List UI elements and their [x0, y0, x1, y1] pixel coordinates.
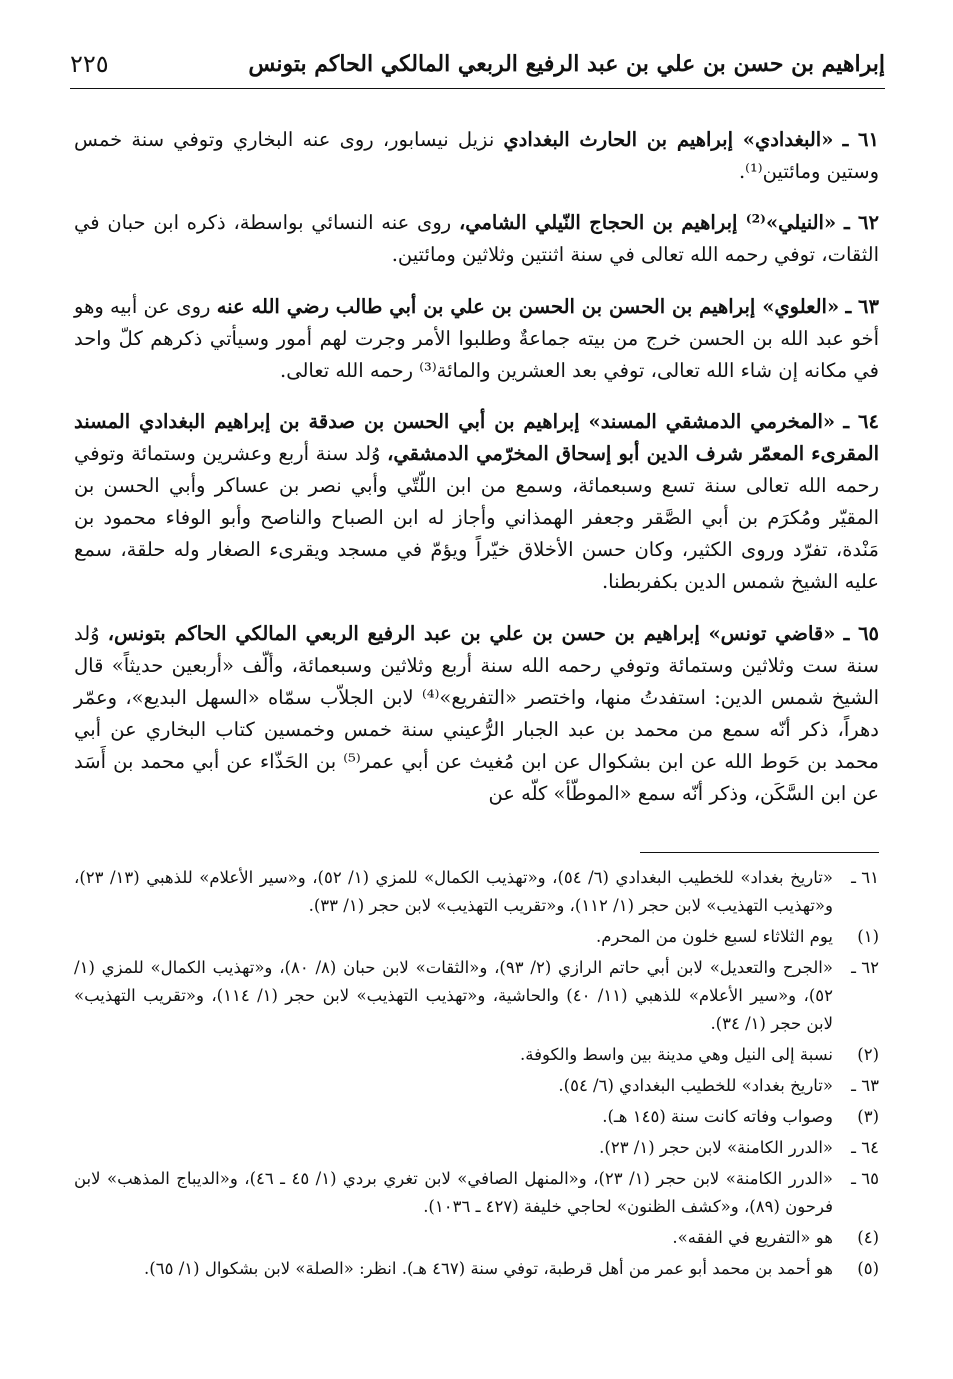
entry-text: نزيل نيسابور، روى عنه البخاري وتوفي سنة خمس وستين ومائتين⁽¹⁾.	[74, 127, 879, 183]
page-number: ٢٢٥	[70, 50, 109, 78]
footnote-label: ٦٥ ـ	[851, 1169, 879, 1188]
entry-text: وُلد سنة ست وثلاثين وستمائة وتوفي رحمه الله سنة أربع وثلاثين وسبعمائة، وألّف «أربعين حديثاً» قال الشيخ شمس الدين: استفدتُ منها، واختصر «التفريع»⁽⁴⁾ لابن الجلاّب سمّاه «السهل البديع»، وعمّر دهراً، ذكر أنّه سمع من محمد بن عبد الجبار الرُّعيني سنة خمس وخمسين كتاب البخاري عن أبي محمد بن حَوط الله عن ابن بشكوال عن ابن مُغيث عن أبي عمر⁽⁵⁾ بن الحَذّاء عن أبي محمد بن أَسَد عن ابن السَّكَن، وذكر أنّه سمع «الموطّأ» كلّه عن	[74, 621, 879, 805]
footnote-label: (٥)	[857, 1259, 879, 1278]
footnote	[74, 923, 879, 951]
footnote-label: ٦١ ـ	[851, 868, 879, 887]
entry-number: ٦١ ـ	[842, 127, 879, 151]
entry-number: ٦٤ ـ	[843, 410, 879, 433]
footnote	[74, 1134, 879, 1162]
footnote-text: «تاريخ بغداد» للخطيب البغدادي (٦/ ٥٤).	[558, 1076, 833, 1095]
footnote-text: «الدرر الكامنة» لابن حجر (١/ ٢٣).	[599, 1138, 833, 1157]
footnote	[74, 1165, 879, 1221]
footnote-label: (١)	[857, 927, 879, 946]
footnote-label: (٣)	[857, 1107, 879, 1126]
entry-number: ٦٣ ـ	[845, 294, 879, 318]
footnote-label: (٤)	[857, 1228, 879, 1247]
main-text	[74, 104, 879, 824]
entry-number: ٦٢ ـ	[843, 211, 879, 234]
footnote-label: ٦٤ ـ	[851, 1138, 879, 1157]
entry-name: «المخرمي الدمشقي المسند» إبراهيم بن أبي الحسن بن صدقة بن إبراهيم البغدادي المسند المقرىء المعمّر شرف الدين أبو إسحاق المخرّمي الدمشقي،	[74, 410, 879, 465]
footnote-label: ٦٣ ـ	[851, 1076, 879, 1095]
page-header	[70, 40, 885, 89]
footnote-text: هو أحمد بن محمد أبو عمر من أهل قرطبة، توفي سنة (٤٦٧ هـ). انظر: «الصلة» لابن بشكوال (١/ ٦٥).	[144, 1259, 833, 1278]
footnote-text: «الدرر الكامنة» لابن حجر (١/ ٢٣)، و«المنهل الصافي» لابن تغري بردي (١/ ٤٥ ـ ٤٦)، و«الديباج المذهب» لابن فرحون (٨٩)، و«كشف الظنون» لحاجي خليفة (٤٢٧ ـ ١٠٣٦).	[74, 1169, 833, 1216]
entry-61	[74, 124, 879, 188]
entry-text: روى عنه النسائي بواسطة، ذكره ابن حبان في الثقات، توفي رحمه الله تعالى في سنة اثنتين وثلاثين ومائتين.	[74, 211, 879, 266]
footnote	[74, 1255, 879, 1283]
footnote-label: (٢)	[857, 1045, 879, 1064]
footnote-text: «الجرح والتعديل» لابن أبي حاتم الرازي (٢/ ٩٣)، و«الثقات» لابن حبان (٨/ ٨٠)، و«تهذيب الكمال» للمزي (١/ ٥٢)، و«سير الأعلام» للذهبي (١١/ ٤٠) والحاشية، و«تهذيب التهذيب» لابن حجر (١/ ١١٤)، و«تقريب التهذيب» لابن حجر (١/ ٣٤).	[74, 958, 834, 1033]
footnote-text: نسبة إلى النيل وهي مدينة بين واسط والكوفة.	[520, 1045, 833, 1064]
footnote-text: «تاريخ بغداد» للخطيب البغدادي (٦/ ٥٤)، و«تهذيب الكمال» للمزي (١/ ٥٢)، و«سير الأعلام» للذهبي (١٣/ ٢٣)، و«تهذيب التهذيب» لابن حجر (١/ ١١٢)، و«تقريب التهذيب» لابن حجر (١/ ٣٣).	[74, 868, 833, 915]
entry-62	[74, 207, 879, 271]
entry-name: «العلوي» إبراهيم بن الحسن بن الحسن بن علي بن أبي طالب رضي الله عنه	[216, 294, 840, 318]
footnote	[74, 1041, 879, 1069]
entry-name: «قاضي تونس» إبراهيم بن حسن بن علي بن عبد الرفيع الربعي المالكي الحاكم بتونس،	[107, 621, 836, 645]
footnote-divider	[640, 852, 879, 853]
entry-65	[74, 618, 879, 810]
entry-63	[74, 291, 879, 387]
entry-number: ٦٥ ـ	[843, 621, 880, 645]
footnote-text: يوم الثلاثاء لسبع خلون من المحرم.	[596, 927, 833, 946]
entry-text: وُلد سنة أربع وعشرين وستمائة وتوفي رحمه الله تعالى سنة تسع وسبعمائة، وسمع من ابن اللّتّي وأبي نصر بن عساكر وأبي الحسن بن المقيّر ومُكرَم بن أبي الصَّقر وجعفر الهمذاني وأجاز له ابن الصباح والناصح وأبو الوفاء محمود بن مَنْدة، تفرّد وروى الكثير، وكان حسن الأخلاق خيّراً ويؤمّ في مسجد ويقرىء الصغار وله حلقة، سمع عليه الشيخ شمس الدين بكفربطنا.	[74, 442, 879, 593]
footnote-label: ٦٢ ـ	[851, 958, 879, 977]
footnote-text: وصواب وفاته كانت سنة (١٤٥ هـ).	[602, 1107, 833, 1126]
footnotes	[74, 864, 879, 1286]
entry-name: «البغدادي» إبراهيم بن الحارث البغدادي	[503, 127, 834, 151]
footnote	[74, 864, 879, 920]
footnote	[74, 954, 879, 1038]
footnote	[74, 1072, 879, 1100]
footnote	[74, 1224, 879, 1252]
running-title: إبراهيم بن حسن بن علي بن عبد الرفيع الربعي المالكي الحاكم بتونس	[248, 51, 885, 77]
footnote	[74, 1103, 879, 1131]
entry-name: «النيلي»⁽²⁾ إبراهيم بن الحجاج النّيلي الشامي،	[458, 211, 837, 234]
entry-64	[74, 406, 879, 598]
footnote-text: هو «التفريع في الفقه».	[672, 1228, 833, 1247]
entry-text: روى عن أبيه وهو أخو عبد الله بن الحسن خرج من بيته جماعةٌ وطلبوا الأمر وجرت لهم أمور وسيأتي ذكرهم كلّ واحد في مكانه إن شاء الله تعالى، توفي بعد العشرين والمائة⁽³⁾ رحمه الله تعالى.	[74, 294, 879, 382]
